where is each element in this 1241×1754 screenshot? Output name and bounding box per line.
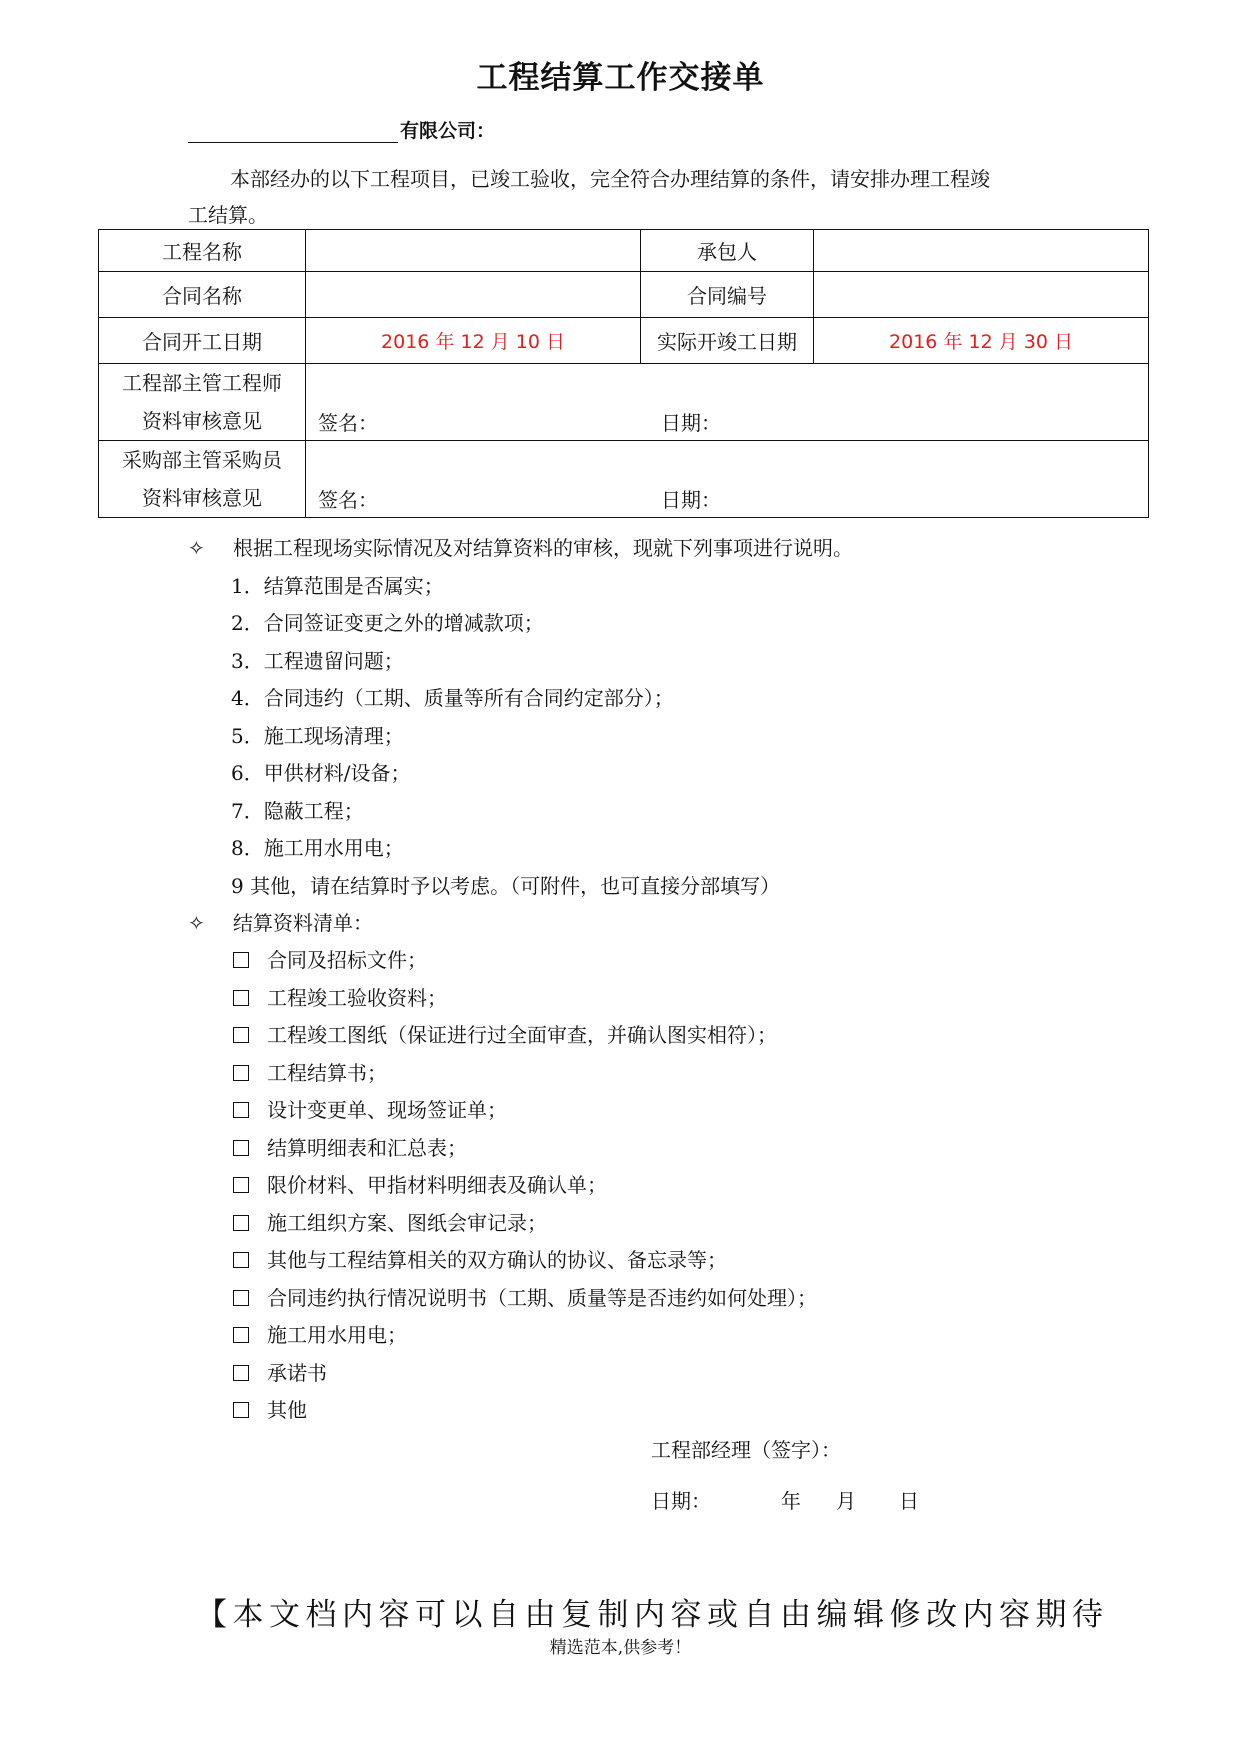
eng-review-label [99,364,306,441]
section1-item: 4．合同违约（工期、质量等所有合同约定部分）； [231,686,674,710]
checkbox[interactable] [233,1027,249,1043]
section2-heading: 结算资料清单： [233,911,373,935]
checklist-item-label: 其他与工程结算相关的双方确认的协议、备忘录等； [267,1248,727,1272]
checklist-item-label: 合同及招标文件； [267,948,427,972]
company-line [188,116,495,143]
eng-review-field[interactable] [306,364,1149,441]
checklist-item [233,1244,727,1273]
intro-line-2: 工结算。 [188,203,268,227]
purchase-date-label: 日期： [661,487,721,512]
checklist-item [233,1319,407,1348]
day-label: 日 [899,1489,919,1513]
checkbox[interactable] [233,990,249,1006]
section1-item: 8．施工用水用电； [231,836,404,860]
checkbox[interactable] [233,1102,249,1118]
checklist-item [233,1207,547,1236]
manager-signature-label: 工程部经理（签字）： [651,1438,841,1462]
year-label: 年 [781,1489,801,1513]
section1-heading-row [188,532,853,561]
actual-dates-value[interactable]: 2016 年 12 月 30 日 [814,318,1149,364]
checkbox[interactable] [233,1402,249,1418]
checklist-item-label: 施工组织方案、图纸会审记录； [267,1211,547,1235]
actual-dates-label: 实际开竣工日期 [641,318,814,364]
contractor-field[interactable] [814,230,1149,272]
month-label: 月 [836,1489,856,1513]
section1-item: 5．施工现场清理； [231,724,404,748]
checklist-item-label: 施工用水用电； [267,1323,407,1347]
eng-review-label-line1: 工程部主管工程师 [122,371,282,395]
checkbox[interactable] [233,1215,249,1231]
checklist-item-label: 限价材料、甲指材料明细表及确认单； [267,1173,607,1197]
section1-heading: 根据工程现场实际情况及对结算资料的审核，现就下列事项进行说明。 [233,536,853,560]
checklist-item-label: 工程竣工图纸（保证进行过全面审查，并确认图实相符）； [267,1023,777,1047]
checklist-item [233,1169,607,1198]
checklist-item [233,944,427,973]
checklist-item [233,1394,307,1423]
checklist-item [233,1057,387,1086]
checkbox[interactable] [233,1065,249,1081]
diamond-bullet-icon: ✧ [188,911,205,935]
checkbox[interactable] [233,1290,249,1306]
checklist-item [233,1019,777,1048]
purchase-review-label [99,441,306,518]
checklist-item [233,1132,467,1161]
contract-no-label: 合同编号 [641,272,814,318]
bottom-banner: 【本文档内容可以自由复制内容或自由编辑修改内容期待 [196,1597,1109,1633]
eng-sign-label: 签名： [318,410,378,435]
section1-item: 6．甲供材料/设备； [231,761,411,785]
section1-item: 9 其他，请在结算时予以考虑。（可附件，也可直接分部填写） [231,874,781,898]
section1-item: 1．结算范围是否属实； [231,574,444,598]
checklist-item-label: 其他 [267,1398,307,1422]
section1-item: 7．隐蔽工程； [231,799,364,823]
contract-start-value[interactable]: 2016 年 12 月 10 日 [306,318,641,364]
section1-item: 2．合同签证变更之外的增减款项； [231,611,544,635]
intro-line-1: 本部经办的以下工程项目，已竣工验收，完全符合办理结算的条件，请安排办理工程竣 [230,167,990,191]
checkbox[interactable] [233,1140,249,1156]
checkbox[interactable] [233,1177,249,1193]
purchase-review-label-line2: 资料审核意见 [142,486,262,510]
document-title: 工程结算工作交接单 [476,60,765,96]
checkbox[interactable] [233,1327,249,1343]
checklist-item-label: 承诺书 [267,1361,327,1385]
checklist-item [233,1094,507,1123]
checklist-item-label: 工程竣工验收资料； [267,986,447,1010]
eng-date-label: 日期： [661,410,721,435]
checklist-item [233,1357,327,1386]
checklist-item [233,982,447,1011]
section2-heading-row [188,907,373,936]
contract-start-label: 合同开工日期 [99,318,306,364]
company-name-blank[interactable] [188,122,398,143]
checklist-item [233,1282,817,1311]
checklist-item-label: 合同违约执行情况说明书（工期、质量等是否违约如何处理）； [267,1286,817,1310]
checklist-item-label: 工程结算书； [267,1061,387,1085]
diamond-bullet-icon: ✧ [188,536,205,560]
project-name-label: 工程名称 [99,230,306,272]
contract-name-field[interactable] [306,272,641,318]
purchase-sign-label: 签名： [318,487,378,512]
contract-name-label: 合同名称 [99,272,306,318]
checklist-item-label: 设计变更单、现场签证单； [267,1098,507,1122]
contract-no-field[interactable] [814,272,1149,318]
page-footer: 精选范本,供参考！ [549,1638,692,1658]
eng-review-label-line2: 资料审核意见 [142,409,262,433]
company-suffix: 有限公司： [400,120,496,142]
handover-form-table [98,229,1149,518]
project-name-field[interactable] [306,230,641,272]
section1-item: 3．工程遗留问题； [231,649,404,673]
checklist-item-label: 结算明细表和汇总表； [267,1136,467,1160]
purchase-review-label-line1: 采购部主管采购员 [122,448,282,472]
checkbox[interactable] [233,1365,249,1381]
purchase-review-field[interactable] [306,441,1149,518]
contractor-label: 承包人 [641,230,814,272]
date-label: 日期： [651,1489,711,1513]
checkbox[interactable] [233,1252,249,1268]
checkbox[interactable] [233,952,249,968]
